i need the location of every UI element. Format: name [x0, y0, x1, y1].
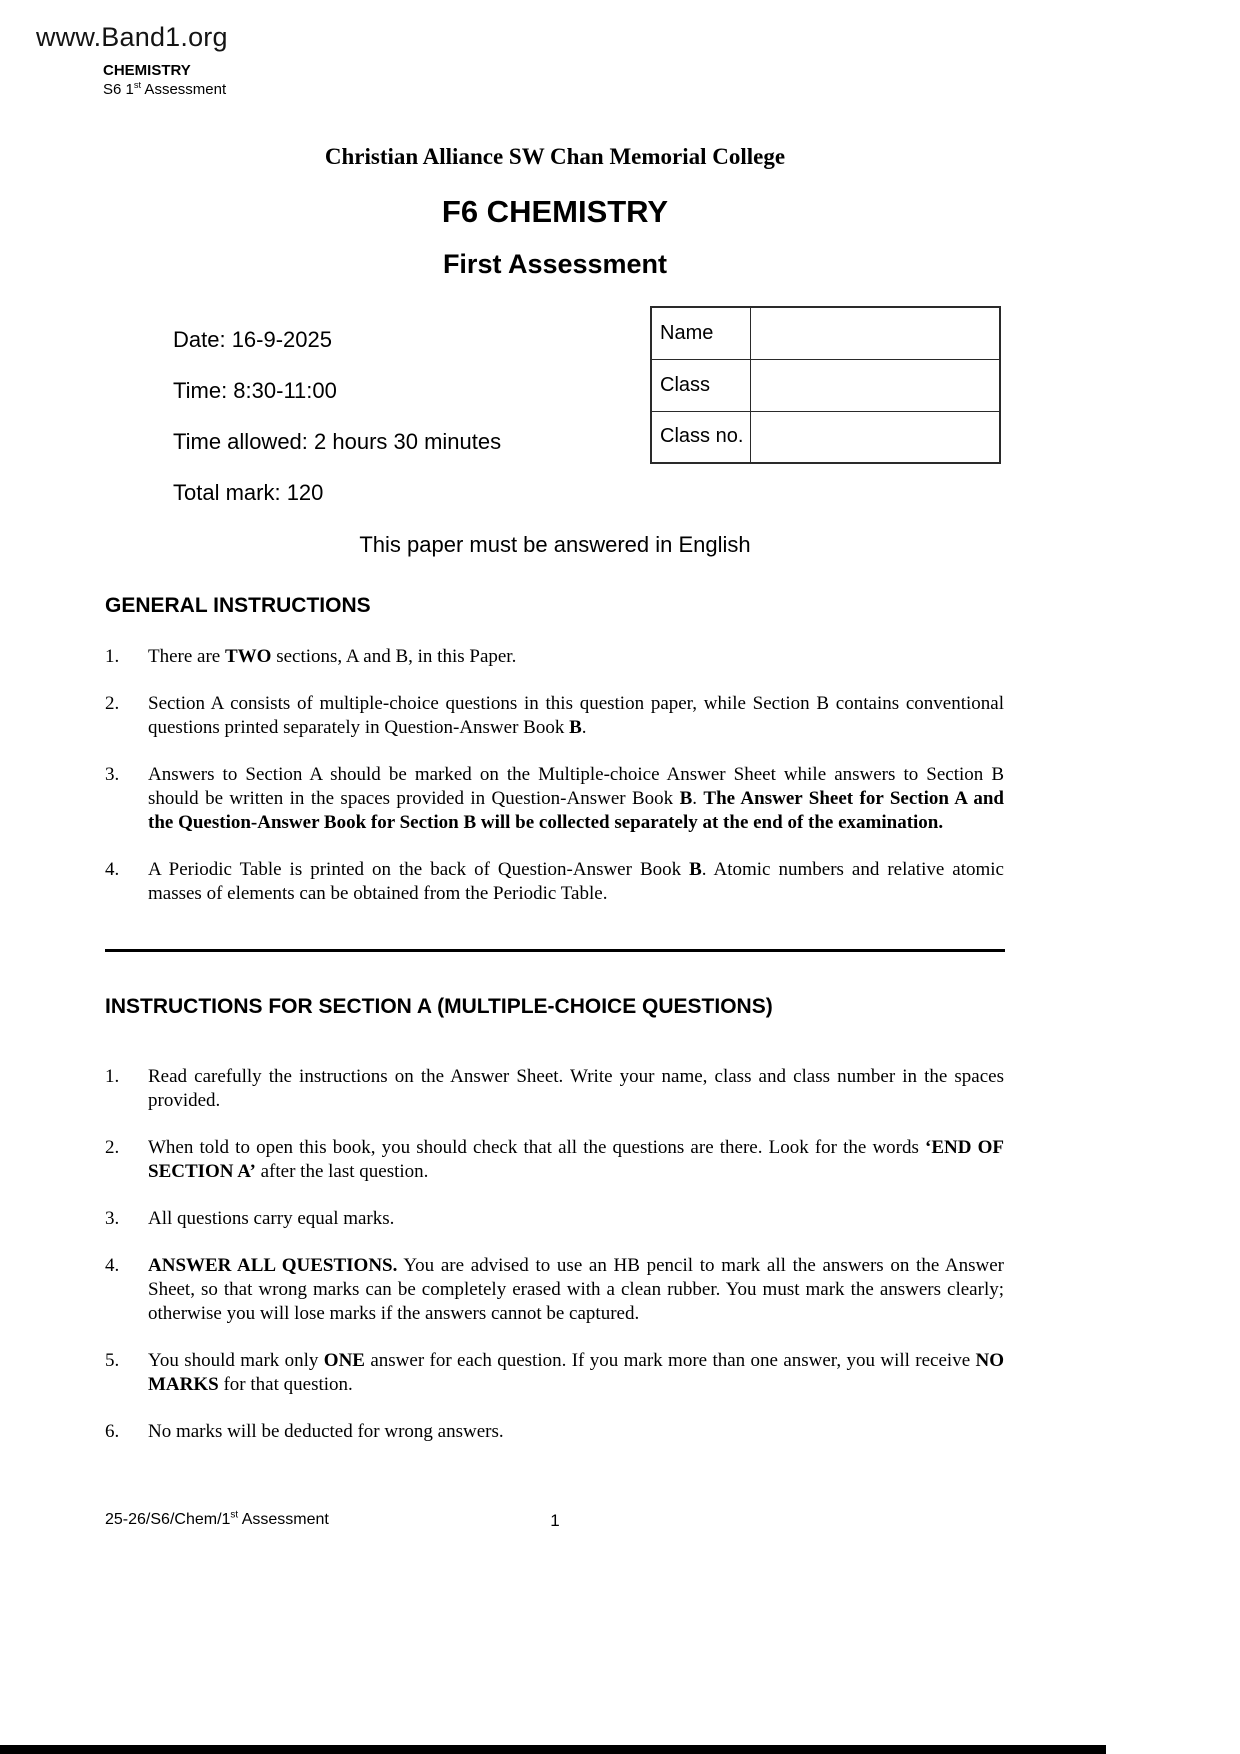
instruction-text: ANSWER ALL QUESTIONS. You are advised to use an HB pencil to mark all the answers on the Answer Sheet, so that wrong marks can be completely erased with a clean rubber. You must mark the answers clearly; otherwise you will lose marks if the answers cannot be captured.	[148, 1255, 1005, 1324]
college-title: Christian Alliance SW Chan Memorial College	[324, 144, 786, 169]
instruction-number: 3.	[105, 1208, 120, 1229]
footer-page-number: 1	[550, 1511, 560, 1530]
instruction-text: There are TWO sections, A and B, in this Paper.	[148, 646, 517, 667]
instruction-text: Answers to Section A should be marked on the Multiple-choice Answer Sheet while answers to Section B should be written in the spaces provided in Question-Answer Book B. The Answer Sheet for Section A and the Question-Answer Book for Section B will be collected separately at the end of the examination.	[148, 764, 1004, 833]
general-instructions-heading: GENERAL INSTRUCTIONS	[105, 594, 371, 617]
class-label-cell: Class	[651, 359, 751, 411]
exam-date: Date: 16-9-2025	[173, 327, 332, 352]
watermark: www.Band1.org	[36, 22, 228, 52]
instruction-item	[105, 763, 1004, 835]
instruction-text: Read carefully the instructions on the Answer Sheet. Write your name, class and class number in the spaces provided.	[148, 1066, 1004, 1111]
instruction-number: 4.	[105, 1255, 120, 1276]
corner-header	[103, 62, 226, 98]
corner-assessment: S6 1st Assessment	[103, 80, 227, 98]
instruction-item	[105, 1420, 1004, 1444]
general-instructions-list	[105, 645, 1004, 929]
paper-title: First Assessment	[442, 249, 668, 279]
class-no-value-cell	[751, 411, 1000, 463]
exam-time-allowed: Time allowed: 2 hours 30 minutes	[173, 429, 502, 454]
instruction-item	[105, 1349, 1004, 1397]
instruction-item	[105, 645, 1004, 669]
instruction-number: 3.	[105, 764, 120, 785]
instruction-number: 2.	[105, 1137, 120, 1158]
instruction-text: When told to open this book, you should check that all the questions are there. Look for the words ‘END OF SECTION A’ after the last question.	[148, 1137, 1004, 1182]
section-a-heading: INSTRUCTIONS FOR SECTION A (MULTIPLE-CHOICE QUESTIONS)	[105, 995, 773, 1018]
instruction-number: 1.	[105, 646, 120, 667]
section-a-instructions-list	[105, 1065, 1004, 1467]
instruction-number: 6.	[105, 1421, 120, 1442]
instruction-item	[105, 1065, 1004, 1113]
student-info-table	[650, 306, 1001, 464]
language-note: This paper must be answered in English	[359, 532, 751, 557]
table-row	[651, 359, 1000, 411]
table-row	[651, 411, 1000, 463]
instruction-item	[105, 1207, 1004, 1231]
corner-subject: CHEMISTRY	[103, 62, 191, 79]
name-label-cell: Name	[651, 307, 751, 359]
exam-time: Time: 8:30-11:00	[173, 378, 337, 403]
instruction-text: All questions carry equal marks.	[148, 1208, 395, 1229]
section-divider	[105, 949, 1005, 952]
class-no-label-cell: Class no.	[651, 411, 751, 463]
course-title: F6 CHEMISTRY	[441, 194, 669, 229]
name-value-cell	[751, 307, 1000, 359]
exam-total-mark: Total mark: 120	[173, 480, 324, 505]
class-value-cell	[751, 359, 1000, 411]
instruction-number: 1.	[105, 1066, 120, 1087]
instruction-item	[105, 692, 1004, 740]
instruction-number: 5.	[105, 1350, 120, 1371]
instruction-text: A Periodic Table is printed on the back of Question-Answer Book B. Atomic numbers and relative atomic masses of elements can be obtained from the Periodic Table.	[148, 859, 1004, 904]
instruction-number: 2.	[105, 693, 120, 714]
instruction-number: 4.	[105, 859, 120, 880]
scan-edge-bar	[0, 1745, 1106, 1754]
instruction-item	[105, 1136, 1004, 1184]
footer-reference: 25-26/S6/Chem/1st Assessment	[105, 1509, 329, 1528]
instruction-text: Section A consists of multiple-choice questions in this question paper, while Section B contains conventional questions printed separately in Question-Answer Book B.	[148, 693, 1004, 738]
instruction-item	[105, 1254, 1004, 1326]
instruction-item	[105, 858, 1004, 906]
table-row	[651, 307, 1000, 359]
instruction-text: You should mark only ONE answer for each question. If you mark more than one answer, you will receive NO MARKS for that question.	[148, 1350, 1005, 1395]
instruction-text: No marks will be deducted for wrong answers.	[148, 1421, 504, 1442]
